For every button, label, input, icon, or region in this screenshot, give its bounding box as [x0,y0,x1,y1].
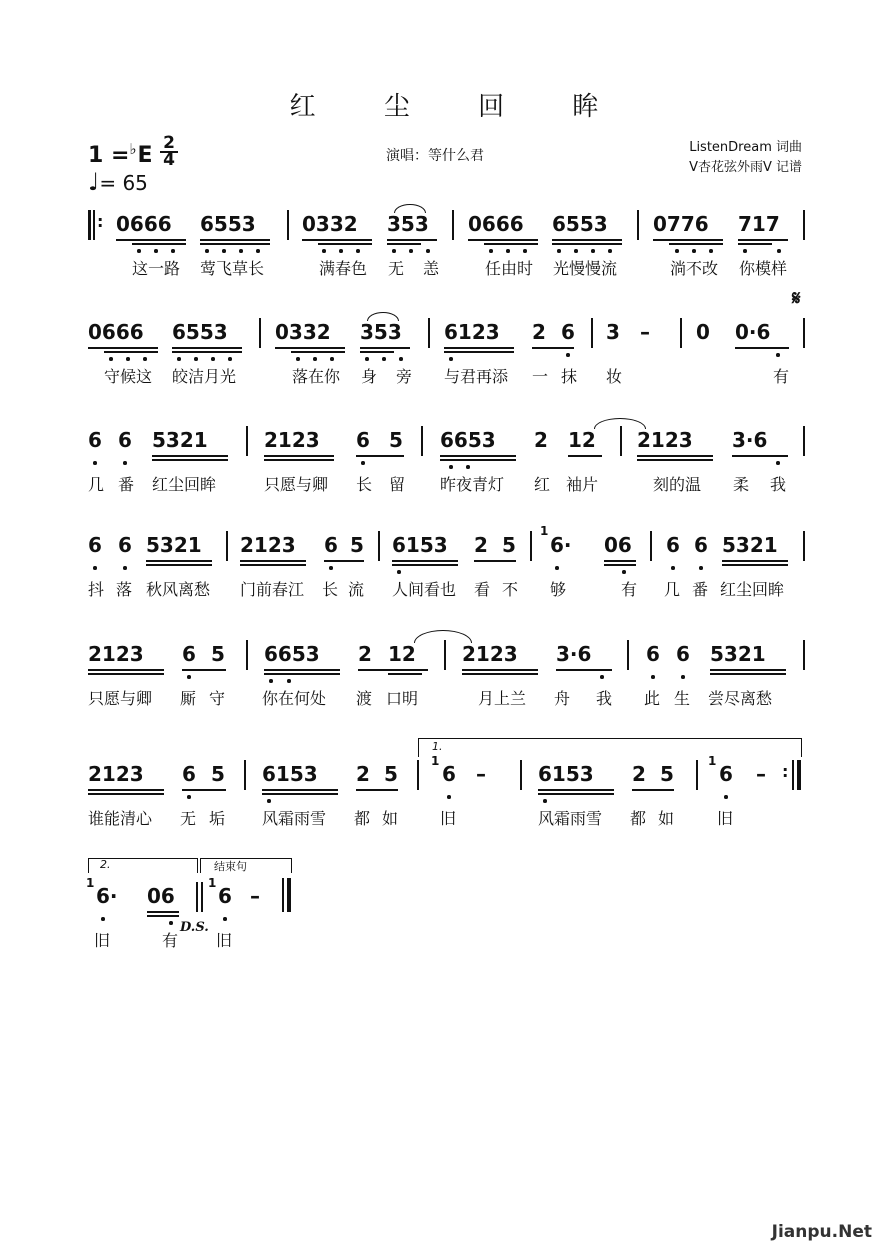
barline [196,882,198,912]
note-group: 6653 [440,428,496,452]
lyric: 红 [534,475,551,494]
barline [201,882,203,912]
lyric: 生 [674,689,691,708]
lyric: 旧 [717,809,734,828]
note: 6 [182,762,196,786]
note: 6 [218,884,232,908]
lyric: 我 [770,475,787,494]
lyric: 长 [356,475,373,494]
note-group: 0332 [302,212,358,236]
note-group: 6553 [200,212,256,236]
note: 5 [502,533,516,557]
transcriber-credit: V杏花弦外雨V 记谱 [689,160,802,175]
barline [803,318,805,348]
lyric: 尝尽离愁 [708,689,773,708]
note-group: 0666 [88,320,144,344]
grace-note: 1 [86,876,95,890]
note-group: 5321 [152,428,208,452]
note: 5 [211,642,225,666]
barline [421,426,423,456]
note-group: 06 [147,884,175,908]
note-group: 2123 [462,642,518,666]
note-group: 2123 [88,762,144,786]
note: 2 [356,762,370,786]
lyric: 任由时 [485,259,534,278]
lyric: 身 [361,367,378,386]
lyric: 口明 [386,689,419,708]
barline [803,210,805,240]
note: 6 [356,428,370,452]
song-title: 红 尘 回 眸 [289,92,629,122]
note-group: 353 [360,320,402,344]
barline [246,426,248,456]
key-signature: 1 =♭E [88,140,153,168]
lyric: 淌不改 [670,259,719,278]
lyric: 旧 [94,931,111,950]
lyric: 此 [644,689,661,708]
note: 5 [384,762,398,786]
note-group: 0776 [653,212,709,236]
barline [803,531,805,561]
note-group: 5321 [710,642,766,666]
lyric: 风霜雨雪 [262,809,327,828]
note: 6 [646,642,660,666]
note: 2 [474,533,488,557]
lyric: 厮 [180,689,197,708]
singer-credit: 演唱：等什么君 [386,148,484,164]
dal-segno-mark: D.S. [180,920,209,935]
time-signature: 2 4 [160,136,178,168]
watermark: Jianpu.Net [771,1222,872,1242]
lyric: 妆 [606,367,623,386]
note-group: 06 [604,533,632,557]
barline [444,640,446,670]
lyric: 只愿与卿 [264,475,329,494]
note-group: 353 [387,212,429,236]
lyric: 留 [389,475,406,494]
note-group: 3·6 [732,428,768,452]
note-group: 6153 [392,533,448,557]
rest: 0 [696,320,710,344]
lyric: 旁 [396,367,413,386]
lyric: 只愿与卿 [88,689,153,708]
dash: – [476,762,486,786]
note-group: 717 [738,212,780,236]
barline [287,210,289,240]
barline [428,318,430,348]
lyric: 都 [630,809,647,828]
lyric: 一 [532,367,549,386]
slur [394,204,426,213]
note-group: 6553 [552,212,608,236]
dash: – [640,320,650,344]
lyric: 有 [773,367,790,386]
lyric: 皎洁月光 [172,367,237,386]
barline [452,210,454,240]
barline [620,426,622,456]
note: 2 [358,642,372,666]
lyric: 够 [550,580,567,599]
note: 5 [389,428,403,452]
lyric: 满春色 [319,259,368,278]
barline [93,210,95,240]
note-group: 6123 [444,320,500,344]
lyric: 人间看也 [392,580,457,599]
lyric: 你在何处 [262,689,327,708]
barline [244,760,246,790]
barline [282,878,284,912]
barline [803,640,805,670]
tempo-marking: ♩= 65 [88,168,148,196]
note: 6 [182,642,196,666]
volta-bracket-1 [418,738,802,757]
note-group: 6553 [172,320,228,344]
lyric: 不 [502,580,519,599]
barline [226,531,228,561]
barline [792,760,794,790]
lyric: 旧 [216,931,233,950]
lyric: 抹 [561,367,578,386]
repeat-start-barline [88,210,91,240]
lyric: 恙 [423,259,440,278]
final-barline [287,878,291,912]
lyric: 我 [596,689,613,708]
lyric: 抖 [88,580,105,599]
lyric: 垢 [209,809,226,828]
volta-label: 1. [432,740,443,753]
lyric: 流 [348,580,365,599]
note: 6 [561,320,575,344]
note-group: 5321 [146,533,202,557]
barline [378,531,380,561]
barline [627,640,629,670]
lyric: 长 [322,580,339,599]
repeat-dots: : [97,212,104,231]
slur [367,312,399,321]
barline [259,318,261,348]
lyric: 旧 [440,809,457,828]
lyric: 守 [209,689,226,708]
barline [696,760,698,790]
lyric: 看 [474,580,491,599]
note: 6 [118,533,132,557]
note-group: 2123 [264,428,320,452]
barline [417,760,419,790]
lyric: 光慢慢流 [553,259,618,278]
coda-label: 结束句 [214,860,247,873]
note-group: 0332 [275,320,331,344]
barline [591,318,593,348]
note: 5 [350,533,364,557]
note: 6 [324,533,338,557]
note-group: 6653 [264,642,320,666]
lyric: 渡 [356,689,373,708]
lyric: 昨夜青灯 [440,475,505,494]
lyric: 无 [180,809,197,828]
note-group: 5321 [722,533,778,557]
note: 6 [88,533,102,557]
dash: – [756,762,766,786]
lyric: 与君再添 [444,367,509,386]
dash: – [250,884,260,908]
lyric: 几 [88,475,105,494]
lyric: 有 [621,580,638,599]
lyric: 月上兰 [478,689,527,708]
lyric: 红尘回眸 [152,475,217,494]
note: 2 [532,320,546,344]
note-group: 0666 [468,212,524,236]
lyric: 落在你 [292,367,341,386]
lyricist-credit: ListenDream 词曲 [689,140,802,155]
barline [650,531,652,561]
lyric: 无 [388,259,405,278]
note-group: 3·6 [556,642,592,666]
segno-icon: 𝄋 [792,286,801,310]
note: 3 [606,320,620,344]
lyric: 守候这 [104,367,153,386]
barline [246,640,248,670]
lyric: 秋风离愁 [146,580,211,599]
lyric: 番 [118,475,135,494]
note: 6· [550,533,572,557]
note: 6 [666,533,680,557]
note: 5 [211,762,225,786]
lyric: 你模样 [739,259,788,278]
lyric: 风霜雨雪 [538,809,603,828]
note-group: 2123 [240,533,296,557]
note-group: 12 [568,428,596,452]
lyric: 番 [692,580,709,599]
lyric: 门前春江 [240,580,305,599]
quarter-note-icon: ♩ [88,168,100,196]
note: 6 [88,428,102,452]
barline [520,760,522,790]
note-group: 0666 [116,212,172,236]
note-group: 6153 [262,762,318,786]
note: 6 [676,642,690,666]
barline [637,210,639,240]
lyric: 都 [354,809,371,828]
grace-note: 1 [431,754,440,768]
volta-label: 2. [100,858,111,871]
note: 6 [442,762,456,786]
note: 5 [660,762,674,786]
note-group: 2123 [88,642,144,666]
repeat-end-barline [797,760,801,790]
lyric: 如 [658,809,675,828]
lyric: 这一路 [132,259,181,278]
lyric: 谁能清心 [88,809,153,828]
lyric: 有 [162,931,179,950]
grace-note: 1 [208,876,217,890]
lyric: 莺飞草长 [200,259,265,278]
barline [680,318,682,348]
note-group: 6153 [538,762,594,786]
note: 6 [118,428,132,452]
note: 2 [632,762,646,786]
lyric: 袖片 [566,475,599,494]
note: 6 [694,533,708,557]
repeat-dots: : [782,762,789,781]
lyric: 落 [116,580,133,599]
note: 6 [719,762,733,786]
lyric: 刻的温 [653,475,702,494]
lyric: 如 [382,809,399,828]
note: 2 [534,428,548,452]
lyric: 舟 [554,689,571,708]
lyric: 柔 [733,475,750,494]
note-group: 2123 [637,428,693,452]
lyric: 几 [664,580,681,599]
grace-note: 1 [540,524,549,538]
lyric: 红尘回眸 [720,580,785,599]
barline [803,426,805,456]
note: 6· [96,884,118,908]
note-group: 0·6 [735,320,771,344]
barline [530,531,532,561]
note-group: 12 [388,642,416,666]
grace-note: 1 [708,754,717,768]
